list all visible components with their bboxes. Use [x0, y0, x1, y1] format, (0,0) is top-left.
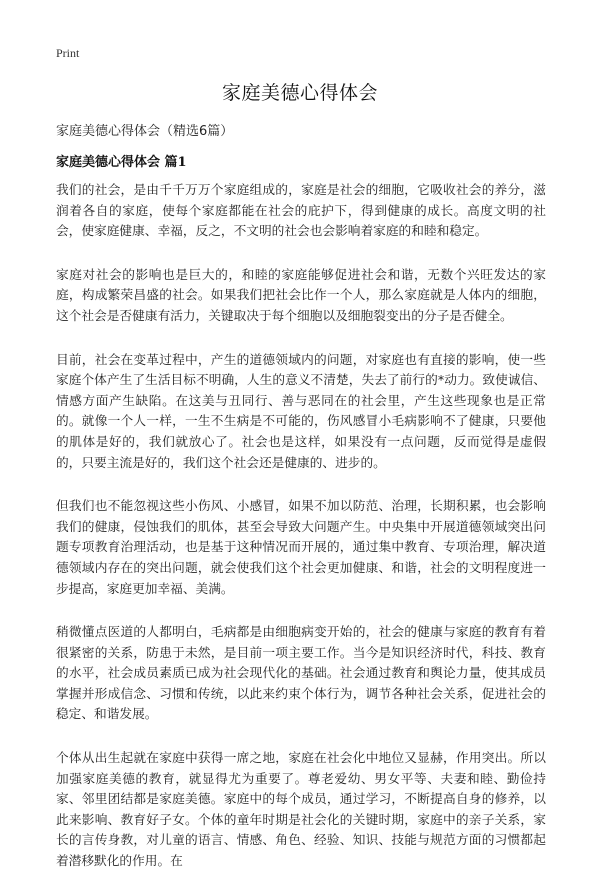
- paragraph-1: 我们的社会，是由千千万万个家庭组成的，家庭是社会的细胞，它吸收社会的养分，滋润着各自的家庭，使每个家庭都能在社会的庇护下，得到健康的成长。高度文明的社会，使家庭健康、幸福，反之，不文明的社会也会影响着家庭的和睦和稳定。: [56, 182, 546, 239]
- paragraph-6: 个体从出生起就在家庭中获得一席之地，家庭在社会化中地位又显赫，作用突出。所以加强家庭美德的教育，就显得尤为重要了。尊老爱幼、男女平等、夫妻和睦、勤俭持家、邻里团结都是家庭美德。家庭中的每个成员，通过学习，不断提高自身的修养，以此来影响、教育好子女。个体的童年时期是社会化的关键时期，家庭中的亲子关系，家长的言传身教，对儿童的语言、情感、角色、经验、知识、技能与规范方面的习惯都起着潜移默化的作用。在: [56, 750, 546, 869]
- article-body: [56, 180, 546, 895]
- section-heading: 家庭美德心得体会 篇1: [56, 155, 187, 170]
- document-title: 家庭美德心得体会: [221, 82, 378, 104]
- paragraph-3: 目前，社会在变革过程中，产生的道德领域内的问题，对家庭也有直接的影响，使一些家庭个体产生了生活目标不明确，人生的意义不清楚，失去了前行的*动力。致使诚信、情感方面产生缺陷。在这美与丑同行、善与恶同在的社会里，产生这些现象也是正常的。就像一个人一样，一生不生病是不可能的，伤风感冒小毛病影响不了健康，只要他的肌体是好的，我们就放心了。社会也是这样，如果没有一点问题，反而觉得是虚假的，只要主流是好的，我们这个社会还是健康的、进步的。: [56, 351, 546, 470]
- print-link[interactable]: Print: [56, 46, 80, 60]
- paragraph-4: 但我们也不能忽视这些小伤风、小感冒，如果不加以防范、治理，长期积累，也会影响我们的健康，侵蚀我们的肌体，甚至会导致大问题产生。中央集中开展道德领域突出问题专项教育治理活动，也是基于这种情况而开展的，通过集中教育、专项治理，解决道德领域内存在的突出问题，就会使我们这个社会更加健康、和谐，社会的文明程度进一步提高，家庭更加幸福、美满。: [56, 498, 546, 596]
- paragraph-5: 稍微懂点医道的人都明白，毛病都是由细胞病变开始的，社会的健康与家庭的教育有着很紧密的关系，防患于未然，是目前一项主要工作。当今是知识经济时代，科技、教育的水平，社会成员素质已成为社会现代化的基础。社会通过教育和舆论力量，使其成员掌握并形成信念、习惯和传统，以此来约束个体行为，调节各种社会关系，促进社会的稳定、和谐发展。: [56, 624, 546, 722]
- document-subtitle: 家庭美德心得体会（精选6篇）: [56, 124, 234, 139]
- paragraph-2: 家庭对社会的影响也是巨大的，和睦的家庭能够促进社会和谐，无数个兴旺发达的家庭，构成繁荣昌盛的社会。如果我们把社会比作一个人，那么家庭就是人体内的细胞，这个社会是否健康有活力，关键取决于每个细胞以及细胞裂变出的分子是否健全。: [56, 266, 546, 323]
